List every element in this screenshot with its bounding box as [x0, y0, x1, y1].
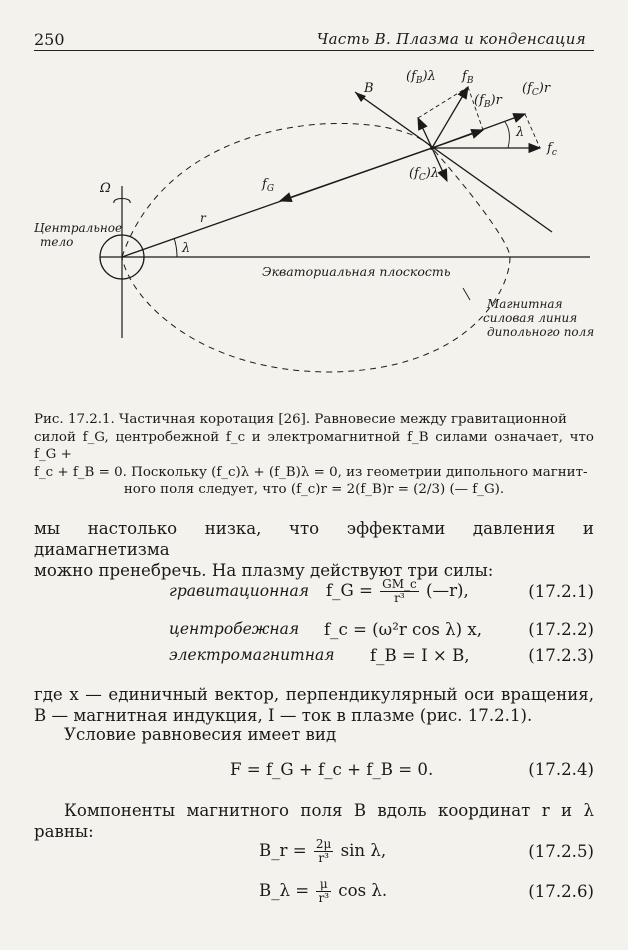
figure-caption — [34, 411, 594, 499]
caption-line-1: Рис. 17.2.1. Частичная коротация [26]. Равновесие между гравитационной — [34, 412, 567, 427]
page-header — [34, 30, 594, 52]
equation-17-2-5 — [34, 838, 594, 868]
plasma-point — [430, 146, 434, 150]
equation-17-2-1 — [34, 578, 594, 608]
eq6-formula: B_λ = $\frac{\mu}{\text{r³}}$ cos λ. — [259, 877, 388, 905]
running-head: Часть В. Плазма и конденсация — [316, 30, 586, 48]
fC-r-label: $(f_C)r$ — [522, 81, 551, 98]
equation-17-2-4 — [34, 756, 594, 786]
fC-label: $f_c$ — [547, 141, 557, 158]
field-line-label-3: дипольного поля — [487, 325, 595, 339]
eq2-formula: f_c = (ω²r cos λ) x, — [324, 620, 483, 639]
fB-lambda-arrow — [418, 118, 432, 148]
eq3-formula: f_B = I × B, — [370, 646, 470, 665]
caption-line-3: f_c + f_B = 0. Поскольку (f_c)λ + (f_B)λ = 0, из геометрии дипольного магнит- — [34, 464, 588, 480]
field-line-pointer — [463, 288, 470, 300]
para4-line: Компоненты магнитного поля B вдоль координат r и λ равны: — [34, 801, 594, 841]
fB-r-label: $(f_B)r$ — [474, 93, 502, 110]
eq1-number: (17.2.1) — [528, 582, 594, 601]
r-label: r — [200, 211, 206, 225]
eq1-label: гравитационная — [169, 582, 309, 600]
paragraph-4 — [34, 800, 594, 842]
lambda-label-center: λ — [182, 241, 191, 256]
fB-proj-1 — [418, 87, 468, 118]
para2-line-1: где x — единичный вектор, перпендикулярный оси вращения, — [34, 685, 594, 704]
eq5-formula: B_r = $\frac{2\mu}{\text{r³}}$ sin λ, — [259, 837, 387, 865]
fC-lambda-label: $(f_C)\lambda$ — [409, 166, 440, 183]
header-rule — [34, 50, 594, 51]
eq4-formula: F = f_G + f_c + f_B = 0. — [230, 760, 434, 779]
eq3-number: (17.2.3) — [528, 646, 594, 665]
fB-label: $f_B$ — [462, 69, 474, 86]
lambda-arc-right — [505, 122, 509, 148]
eq6-number: (17.2.6) — [528, 882, 594, 901]
equatorial-plane-label: Экваториальная плоскость — [262, 264, 451, 279]
para1-line-1: мы настолько низка, что эффектами давления и диамагнетизма — [34, 519, 594, 559]
fB-arrow — [432, 87, 468, 148]
paragraph-2 — [34, 684, 594, 726]
figure-17-2-1 — [0, 55, 628, 407]
eq2-number: (17.2.2) — [528, 620, 594, 639]
paragraph-1 — [34, 518, 594, 581]
field-line-label-2: силовая линия — [483, 311, 578, 325]
eq4-number: (17.2.4) — [528, 760, 594, 779]
paragraph-3 — [34, 724, 594, 745]
caption-line-4: ного поля следует, что (f_c)r = 2(f_B)r = (2/3) (— f_G). — [123, 482, 505, 497]
eq3-label: электромагнитная — [169, 646, 335, 664]
page-number: 250 — [34, 30, 65, 49]
para2-line-2: B — магнитная индукция, I — ток в плазме (рис. 17.2.1). — [34, 706, 533, 725]
omega-label: Ω — [100, 181, 111, 196]
para3-line: Условие равновесия имеет вид — [64, 725, 337, 744]
field-line-label-1: Магнитная — [487, 297, 563, 311]
eq5-number: (17.2.5) — [528, 842, 594, 861]
eq1-formula: f_G = $\frac{GM\_c}{\text{r³}}$ (—r), — [326, 577, 469, 605]
central-body-label-1: Центральное — [34, 221, 123, 235]
equation-17-2-3 — [34, 642, 594, 672]
eq2-label: центробежная — [169, 620, 300, 638]
lambda-arc-center — [174, 238, 177, 257]
para1-line-2: можно пренебречь. На плазму действуют три силы: — [34, 561, 494, 580]
B-field-line — [355, 92, 552, 232]
central-body-label-2: тело — [40, 235, 74, 249]
fG-label: $f_G$ — [262, 177, 275, 194]
fB-r-arrow — [432, 130, 483, 148]
caption-line-2: силой f_G, центробежной f_c и электромагнитной f_B силами означает, что f_G + — [34, 429, 594, 462]
B-label: B — [364, 81, 374, 96]
equation-17-2-6 — [34, 878, 594, 908]
lambda-label-right: λ — [516, 125, 525, 140]
fB-lambda-label: $(f_B)\lambda$ — [406, 69, 436, 86]
fC-proj-1 — [525, 114, 540, 148]
